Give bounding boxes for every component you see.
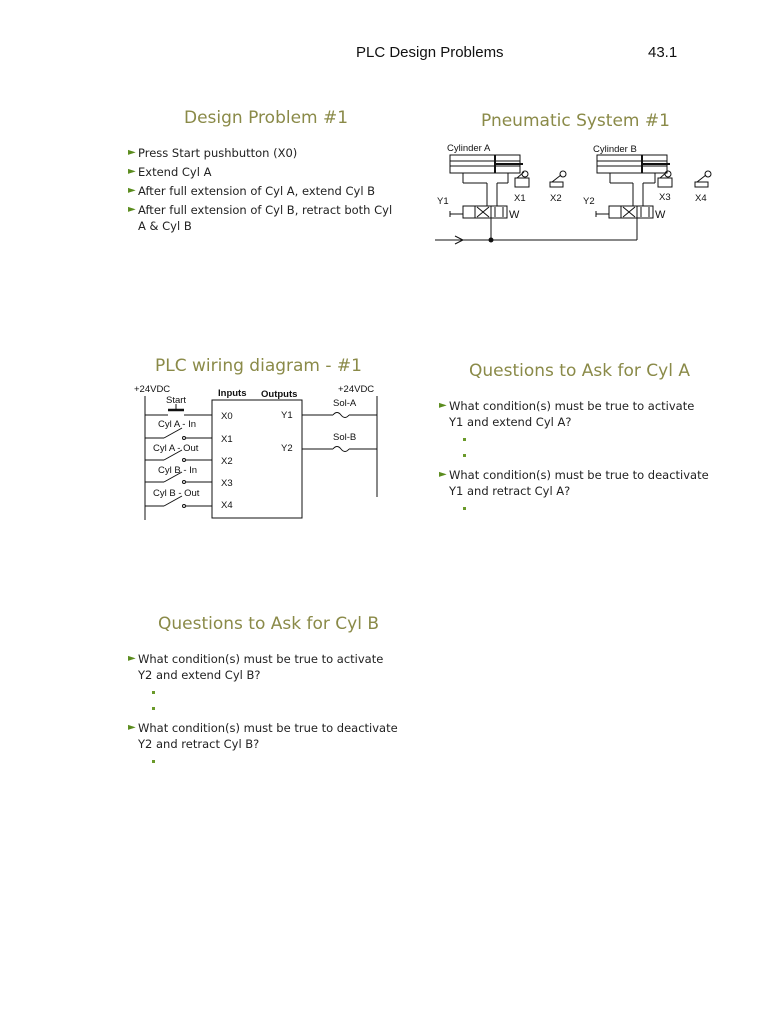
label-x2: X2 — [221, 456, 233, 467]
answer-placeholder-list — [463, 432, 711, 464]
answer-placeholder — [152, 685, 400, 701]
label-cyl-b-in: Cyl B - In — [158, 465, 198, 476]
label-x4: X4 — [695, 193, 707, 204]
bullet-arrow-icon: ► — [128, 722, 136, 733]
questions-cyl-b-list — [128, 651, 400, 773]
bullet-square-icon — [152, 760, 155, 763]
bullet-arrow-icon: ► — [128, 653, 136, 664]
label-24vdc-left: +24VDC — [134, 384, 171, 395]
bullet-square-icon — [152, 707, 155, 710]
list-item: ► What condition(s) must be true to activate Y1 and extend Cyl A? — [439, 398, 711, 464]
bullet-square-icon — [463, 454, 466, 457]
label-spring-a: W — [509, 209, 520, 221]
page-number: 43.1 — [648, 44, 678, 61]
label-inputs: Inputs — [218, 388, 247, 399]
slide-title-design-problem: Design Problem #1 — [184, 108, 349, 128]
label-y1: Y1 — [437, 196, 449, 207]
answer-placeholder — [463, 501, 711, 517]
slide-title-plc-wiring: PLC wiring diagram - #1 — [155, 356, 362, 376]
list-item: ► Press Start pushbutton (X0) — [128, 146, 298, 160]
answer-placeholder — [152, 754, 400, 770]
bullet-square-icon — [463, 507, 466, 510]
label-x3: X3 — [221, 478, 233, 489]
label-y2: Y2 — [281, 443, 293, 454]
label-cyl-b-out: Cyl B - Out — [153, 488, 200, 499]
label-sol-b: Sol-B — [333, 432, 357, 443]
bullet-square-icon — [152, 691, 155, 694]
answer-placeholder — [152, 701, 400, 717]
label-spring-b: W — [655, 209, 666, 221]
pneumatic-diagram — [425, 138, 755, 258]
plc-wiring-diagram — [130, 382, 390, 522]
label-x0: X0 — [221, 411, 233, 422]
design-problem-bullets — [128, 145, 400, 237]
answer-placeholder — [463, 432, 711, 448]
slide-title-pneumatic-system: Pneumatic System #1 — [481, 111, 670, 131]
label-x3: X3 — [659, 192, 671, 203]
bullet-arrow-icon: ► — [439, 469, 447, 480]
label-cyl-a-out: Cyl A - Out — [153, 443, 199, 454]
slide-title-questions-cyl-a: Questions to Ask for Cyl A — [469, 361, 690, 381]
bullet-arrow-icon: ► — [439, 400, 447, 411]
answer-placeholder — [463, 448, 711, 464]
label-x1: X1 — [221, 434, 233, 445]
label-outputs: Outputs — [261, 389, 298, 400]
bullet-arrow-icon: ► — [128, 147, 136, 158]
label-cylinder-b: Cylinder B — [593, 144, 637, 155]
answer-placeholder-list — [152, 754, 400, 770]
list-item: ► What condition(s) must be true to deactivate Y2 and retract Cyl B? — [128, 720, 400, 770]
label-sol-a: Sol-A — [333, 398, 357, 409]
label-cyl-a-in: Cyl A - In — [158, 419, 197, 430]
bullet-arrow-icon: ► — [128, 185, 136, 196]
label-y2: Y2 — [583, 196, 595, 207]
questions-cyl-a-list — [439, 398, 711, 520]
answer-placeholder-list — [152, 685, 400, 717]
label-cylinder-a: Cylinder A — [447, 143, 491, 154]
list-item: ► After full extension of Cyl B, retract both Cyl A & Cyl B — [128, 203, 393, 233]
bullet-arrow-icon: ► — [128, 204, 136, 215]
label-x2: X2 — [550, 193, 562, 204]
answer-placeholder-list — [463, 501, 711, 517]
slide-title-questions-cyl-b: Questions to Ask for Cyl B — [158, 614, 379, 634]
label-y1: Y1 — [281, 410, 293, 421]
list-item: ► Extend Cyl A — [128, 165, 212, 179]
bullet-arrow-icon: ► — [128, 166, 136, 177]
label-start: Start — [166, 395, 187, 406]
label-24vdc-right: +24VDC — [338, 384, 375, 395]
list-item: ► What condition(s) must be true to deactivate Y1 and retract Cyl A? — [439, 467, 711, 517]
list-item: ► After full extension of Cyl A, extend Cyl B — [128, 184, 376, 198]
document-header-title: PLC Design Problems — [356, 44, 504, 61]
list-item: ► What condition(s) must be true to activate Y2 and extend Cyl B? — [128, 651, 400, 717]
bullet-square-icon — [463, 438, 466, 441]
label-x4: X4 — [221, 500, 233, 511]
label-x1: X1 — [514, 193, 526, 204]
